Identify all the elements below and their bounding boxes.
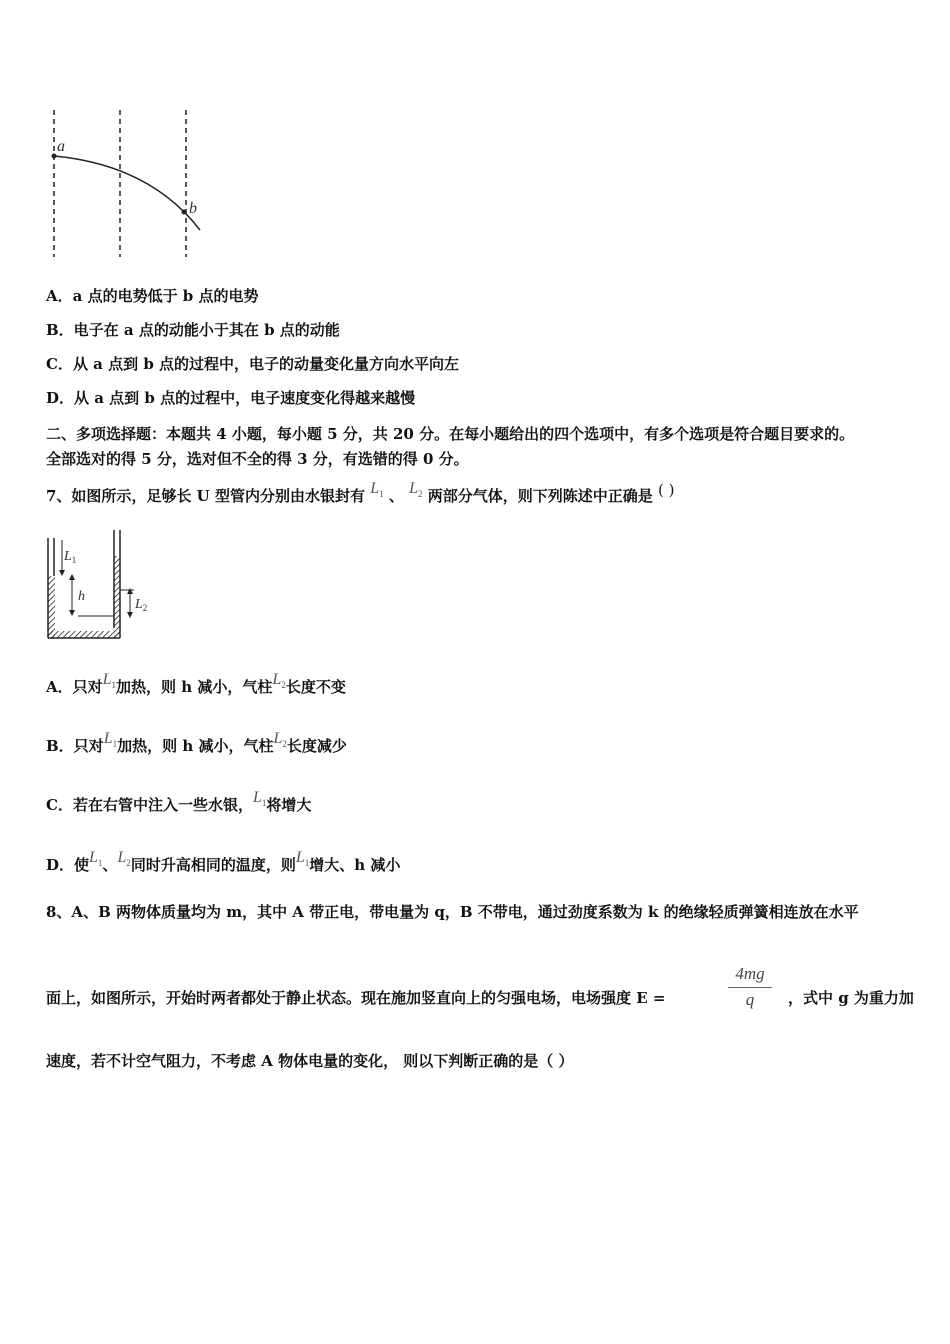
mercury-right	[114, 556, 120, 638]
trajectory-curve	[54, 156, 200, 230]
symbol-l2: $L_2$	[409, 480, 423, 500]
mercury-left	[48, 576, 55, 638]
q6-option-c: C．从 a 点到 b 点的过程中，电子的动量变化量方向水平向左	[46, 355, 460, 373]
q8-line2b: ，式中 g 为重力加	[788, 989, 914, 1007]
label-b: b	[189, 200, 197, 217]
point-a	[52, 154, 57, 159]
q6-option-a: A．a 点的电势低于 b 点的电势	[46, 287, 259, 305]
q7-option-d: D．使$L_1$、$L_2$同时升高相同的温度，则$L_1$增大、h 减小	[46, 849, 401, 874]
q7-stem: 7、如图所示，足够长 U 型管内分别由水银封有 $L_1$ 、 $L_2$ 两部分气体，则下列陈述中正确是 ( )	[46, 480, 675, 505]
fig-label-l1: $L_1$	[64, 549, 77, 565]
q7-option-b: B．只对$L_1$加热，则 h 减小，气柱$L_2$长度减少	[46, 730, 347, 755]
q6-option-d: D．从 a 点到 b 点的过程中，电子速度变化得越来越慢	[46, 389, 416, 407]
u-tube-figure	[42, 528, 172, 648]
q6-option-b: B．电子在 a 点的动能小于其在 b 点的动能	[46, 321, 340, 339]
fig-label-h: h	[78, 589, 85, 604]
q7-option-a: A．只对$L_1$加热，则 h 减小，气柱$L_2$长度不变	[46, 671, 346, 696]
field-fraction: 4mg q	[728, 964, 772, 1010]
symbol-l1: $L_1$	[370, 480, 384, 500]
section2-heading-line2: 全部选对的得 5 分，选对但不全的得 3 分，有选错的得 0 分。	[46, 450, 469, 468]
point-b	[182, 210, 187, 215]
q8-line2a: 面上，如图所示，开始时两者都处于静止状态。现在施加竖直向上的匀强电场，电场强度 E =	[46, 989, 666, 1007]
section2-heading-line1: 二、多项选择题：本题共 4 小题，每小题 5 分，共 20 分。在每小题给出的四个选项中，有多个选项是符合题目要求的。	[46, 425, 855, 443]
fig-label-l2: $L_2$	[135, 597, 148, 613]
field-line-figure	[40, 105, 260, 265]
q7-option-c: C．若在右管中注入一些水银，$L_1$将增大	[46, 789, 312, 814]
q8-line1: 8、A、B 两物体质量均为 m，其中 A 带正电，带电量为 q，B 不带电，通过劲度系数为 k 的绝缘轻质弹簧相连放在水平	[46, 903, 859, 921]
q8-line3: 速度，若不计空气阻力，不考虑 A 物体电量的变化， 则以下判断正确的是（ ）	[46, 1052, 574, 1070]
label-a: a	[57, 138, 65, 155]
mercury-bottom	[48, 631, 120, 638]
